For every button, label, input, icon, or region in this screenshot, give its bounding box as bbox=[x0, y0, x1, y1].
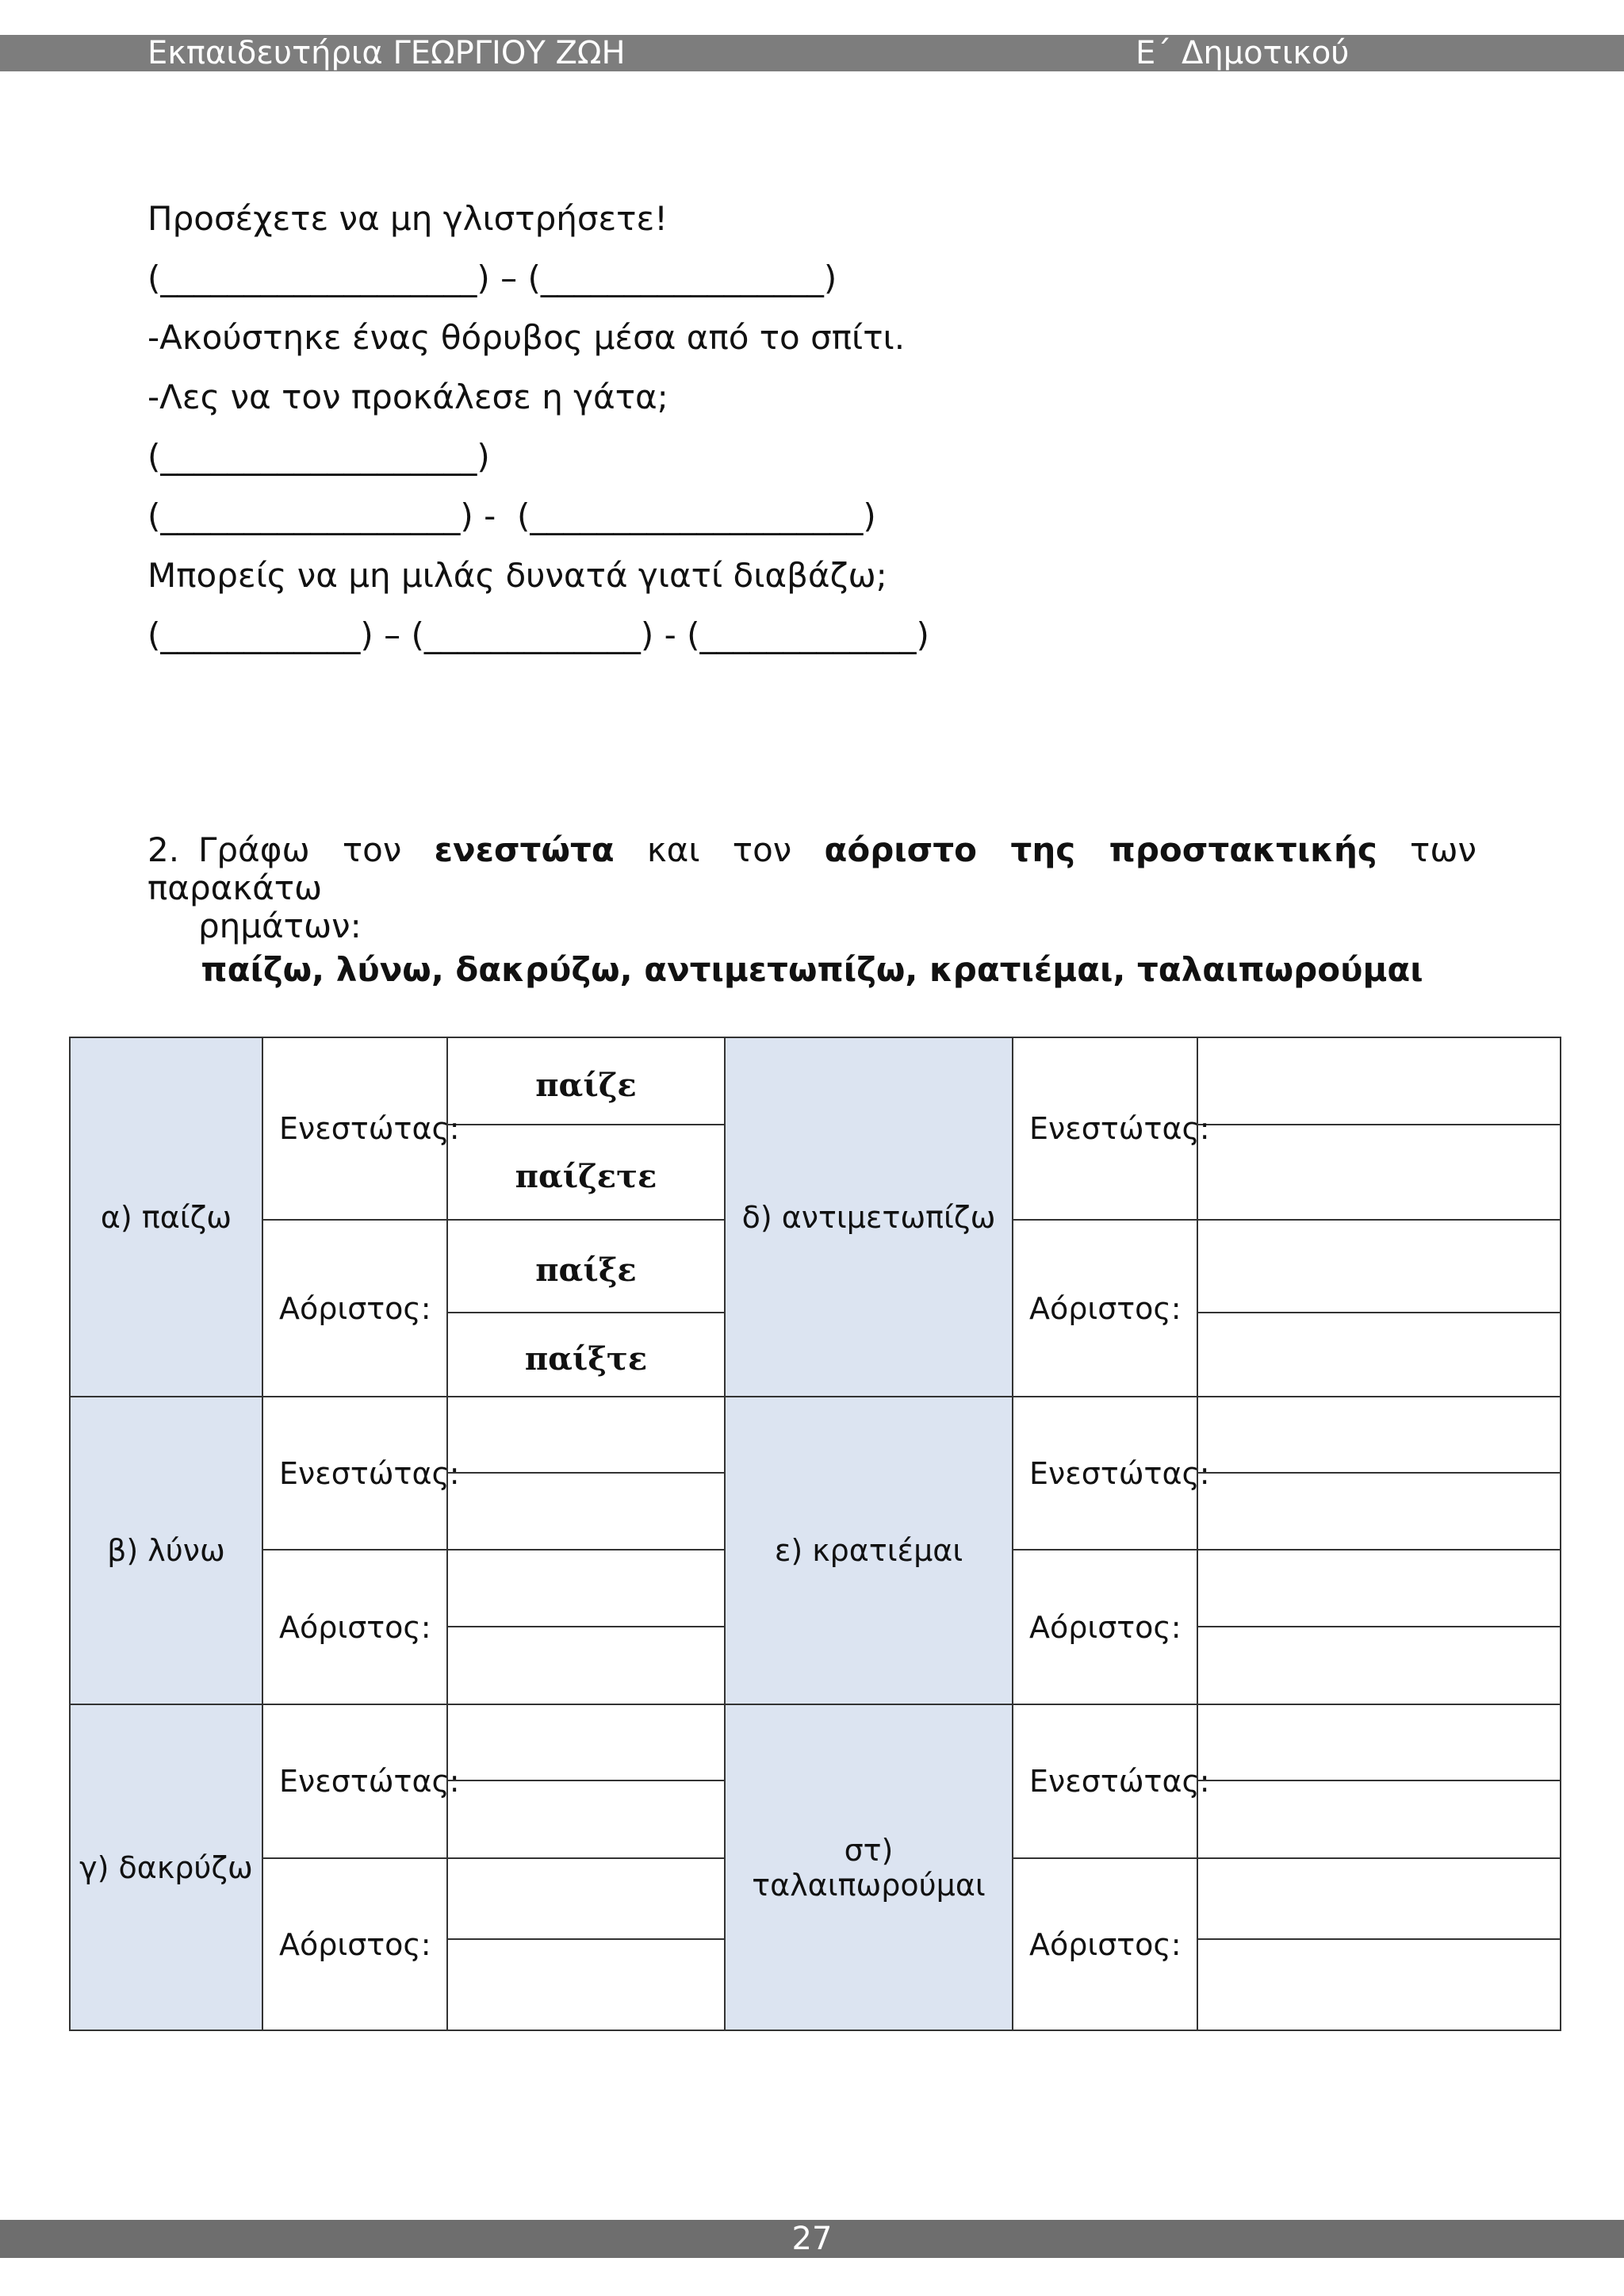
page-footer bbox=[0, 2220, 1624, 2258]
conjugation-table bbox=[69, 1037, 1561, 2031]
instruction-text: Γράφω τον bbox=[198, 830, 435, 869]
aorist-label: Αόριστος: bbox=[1013, 1220, 1197, 1397]
verb-cell: α) παίζω bbox=[70, 1037, 262, 1397]
verb-list: παίζω, λύνω, δακρύζω, αντιμετωπίζω, κρατιέμαι, ταλαιπωρούμαι bbox=[201, 950, 1423, 989]
answer-cell[interactable] bbox=[447, 1627, 725, 1704]
present-label: Ενεστώτας: bbox=[262, 1704, 447, 1858]
present-label: Ενεστώτας: bbox=[262, 1397, 447, 1550]
answer-cell[interactable] bbox=[1197, 1397, 1561, 1473]
sentence-line: -Ακούστηκε ένας θόρυβος μέσα από το σπίτι. bbox=[147, 318, 906, 357]
instruction-text: των παρακάτω bbox=[147, 830, 1477, 907]
answer-cell[interactable] bbox=[1197, 1473, 1561, 1550]
grade-label: Ε΄ Δημοτικού bbox=[1136, 35, 1350, 71]
instruction-bold: αόριστο της προστακτικής bbox=[824, 830, 1377, 869]
answer-blank-line: (___________________) bbox=[147, 437, 490, 476]
answer-cell[interactable] bbox=[1197, 1037, 1561, 1125]
answer-cell[interactable] bbox=[1197, 1780, 1561, 1858]
answer-cell[interactable] bbox=[1197, 1313, 1561, 1397]
answer-blank-line: (____________) – (_____________) - (_____________) bbox=[147, 615, 929, 654]
present-label: Ενεστώτας: bbox=[1013, 1037, 1197, 1220]
answer-cell[interactable] bbox=[447, 1780, 725, 1858]
present-label: Ενεστώτας: bbox=[262, 1037, 447, 1220]
answer-cell[interactable] bbox=[1197, 1125, 1561, 1220]
answer-cell[interactable] bbox=[447, 1858, 725, 1939]
answer-cell[interactable]: παίξε bbox=[447, 1220, 725, 1313]
answer-cell[interactable] bbox=[1197, 1627, 1561, 1704]
answer-cell[interactable] bbox=[447, 1704, 725, 1780]
answer-cell[interactable] bbox=[447, 1397, 725, 1473]
verb-cell: β) λύνω bbox=[70, 1397, 262, 1704]
answer-cell[interactable]: παίζετε bbox=[447, 1125, 725, 1220]
answer-cell[interactable] bbox=[1197, 1939, 1561, 2030]
answer-cell[interactable] bbox=[1197, 1550, 1561, 1627]
answer-blank-line: (___________________) – (_________________) bbox=[147, 259, 837, 297]
verb-cell: στ) ταλαιπωρούμαι bbox=[725, 1704, 1013, 2030]
sentence-line: Προσέχετε να μη γλιστρήσετε! bbox=[147, 199, 668, 238]
exercise-number: 2. bbox=[147, 830, 180, 869]
answer-blank-line: (__________________) - (____________________) bbox=[147, 496, 876, 535]
school-name: Εκπαιδευτήρια ΓΕΩΡΓΙΟΥ ΖΩΗ bbox=[147, 35, 626, 71]
answer-cell[interactable]: παίζε bbox=[447, 1037, 725, 1125]
aorist-label: Αόριστος: bbox=[262, 1220, 447, 1397]
verb-cell: δ) αντιμετωπίζω bbox=[725, 1037, 1013, 1397]
sentence-line: -Λες να τον προκάλεσε η γάτα; bbox=[147, 378, 668, 416]
exercise-instructions bbox=[147, 831, 1477, 945]
aorist-label: Αόριστος: bbox=[1013, 1550, 1197, 1704]
verb-cell: γ) δακρύζω bbox=[70, 1704, 262, 2030]
aorist-label: Αόριστος: bbox=[262, 1858, 447, 2030]
aorist-label: Αόριστος: bbox=[262, 1550, 447, 1704]
answer-cell[interactable] bbox=[1197, 1858, 1561, 1939]
page-header bbox=[0, 35, 1624, 71]
present-label: Ενεστώτας: bbox=[1013, 1704, 1197, 1858]
answer-cell[interactable] bbox=[1197, 1220, 1561, 1313]
answer-cell[interactable] bbox=[447, 1939, 725, 2030]
sentence-line: Μπορείς να μη μιλάς δυνατά γιατί διαβάζω; bbox=[147, 556, 887, 595]
instruction-bold: ενεστώτα bbox=[434, 830, 615, 869]
answer-cell[interactable] bbox=[447, 1473, 725, 1550]
page-number: 27 bbox=[791, 2221, 833, 2257]
answer-cell[interactable] bbox=[447, 1550, 725, 1627]
present-label: Ενεστώτας: bbox=[1013, 1397, 1197, 1550]
instruction-text: ρημάτων: bbox=[198, 907, 362, 945]
verb-cell: ε) κρατιέμαι bbox=[725, 1397, 1013, 1704]
aorist-label: Αόριστος: bbox=[1013, 1858, 1197, 2030]
instruction-text: και τον bbox=[614, 830, 825, 869]
answer-cell[interactable]: παίξτε bbox=[447, 1313, 725, 1397]
answer-cell[interactable] bbox=[1197, 1704, 1561, 1780]
